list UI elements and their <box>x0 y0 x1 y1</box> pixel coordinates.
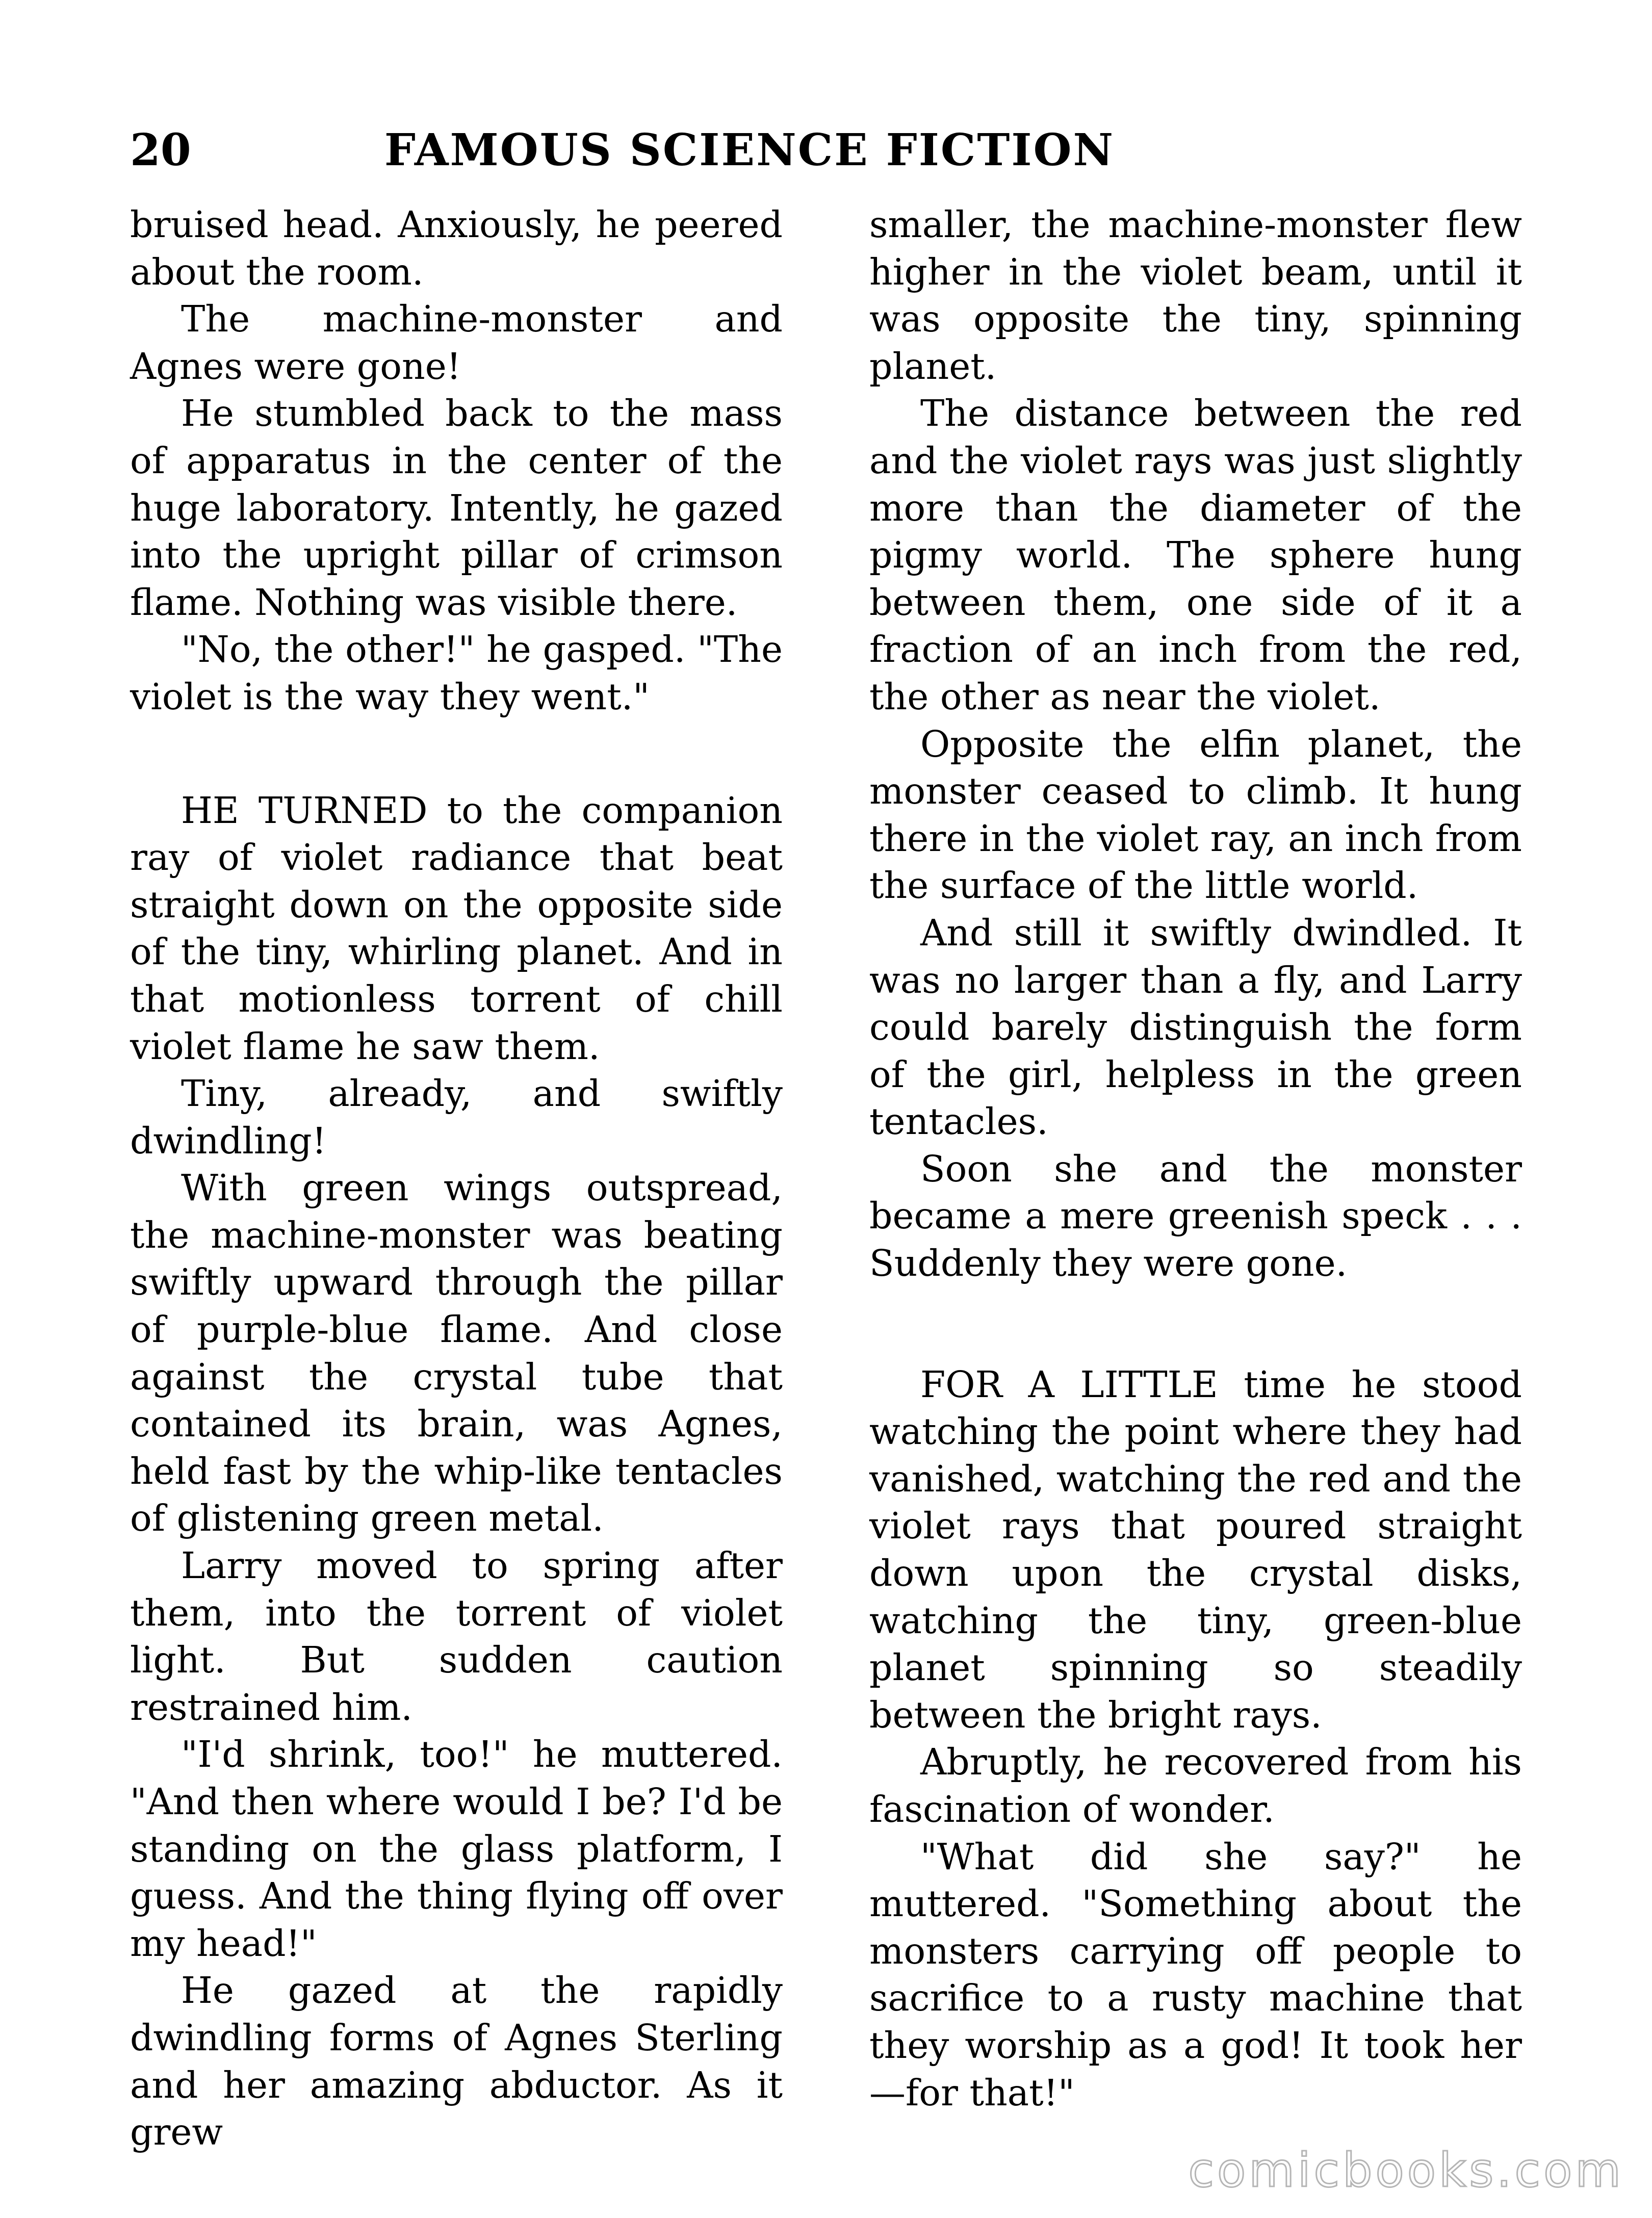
paragraph: "What did she say?" he muttered. "Something about the monsters carrying off people to sacrifice to a rusty machine that they worship as a god! It took her—for that!" <box>869 1835 1522 2114</box>
paragraph: smaller, the machine-monster flew higher in the violet beam, until it was opposite the tiny, spinning planet. <box>869 203 1522 388</box>
paragraph: With green wings outspread, the machine-monster was beating swiftly upward through the pillar of purple-blue flame. And close against the crystal tube that contained its brain, was Agnes, held fast by the whip-like tentacles of glistening green metal. <box>130 1167 783 1540</box>
paragraph: He gazed at the rapidly dwindling forms of Agnes Sterling and her amazing abductor. As it grew <box>130 1969 783 2154</box>
right-column <box>869 201 1522 2117</box>
running-header <box>130 117 1216 184</box>
paragraph: Opposite the elfin planet, the monster ceased to climb. It hung there in the violet ray, an inch from the surface of the little world. <box>869 723 1522 907</box>
section-break-paragraph: HE TURNED to the companion ray of violet radiance that beat straight down on the opposite side of the tiny, whirling planet. And in that motionless torrent of chill violet flame he saw them. <box>130 789 783 1068</box>
page-number: 20 <box>130 124 191 176</box>
paragraph: He stumbled back to the mass of apparatus in the center of the huge laboratory. Intently, he gazed into the upright pillar of crimson flame. Nothing was visible there. <box>130 392 783 624</box>
paragraph: And still it swiftly dwindled. It was no larger than a fly, and Larry could barely distinguish the form of the girl, helpless in the green tentacles. <box>869 911 1522 1143</box>
paragraph: Abruptly, he recovered from his fascination of wonder. <box>869 1741 1522 1830</box>
watermark-logo: comicbooks.com <box>1188 2143 1624 2198</box>
left-column <box>130 201 783 2156</box>
paragraph: bruised head. Anxiously, he peered about the room. <box>130 203 783 293</box>
paragraph: The machine-monster and Agnes were gone! <box>130 298 783 388</box>
paragraph: "I'd shrink, too!" he muttered. "And then where would I be? I'd be standing on the glass platform, I guess. And the thing flying off over my head!" <box>130 1733 783 1965</box>
running-title: FAMOUS SCIENCE FICTION <box>384 124 1115 176</box>
section-break-paragraph: FOR A LITTLE time he stood watching the point where they had vanished, watching the red and the violet rays that poured straight down upon the crystal disks, watching the tiny, green-blue planet spinning so steadily between the bright rays. <box>869 1363 1522 1736</box>
paragraph: Soon she and the monster became a mere greenish speck . . . Suddenly they were gone. <box>869 1147 1522 1285</box>
paragraph: "No, the other!" he gasped. "The violet is the way they went." <box>130 628 783 718</box>
paragraph: Tiny, already, and swiftly dwindling! <box>130 1072 783 1162</box>
paragraph: The distance between the red and the violet rays was just slightly more than the diameter of the pigmy world. The sphere hung between them, one side of it a fraction of an inch from the red, the other as near the violet. <box>869 392 1522 718</box>
paragraph: Larry moved to spring after them, into the torrent of violet light. But sudden caution restrained him. <box>130 1544 783 1729</box>
